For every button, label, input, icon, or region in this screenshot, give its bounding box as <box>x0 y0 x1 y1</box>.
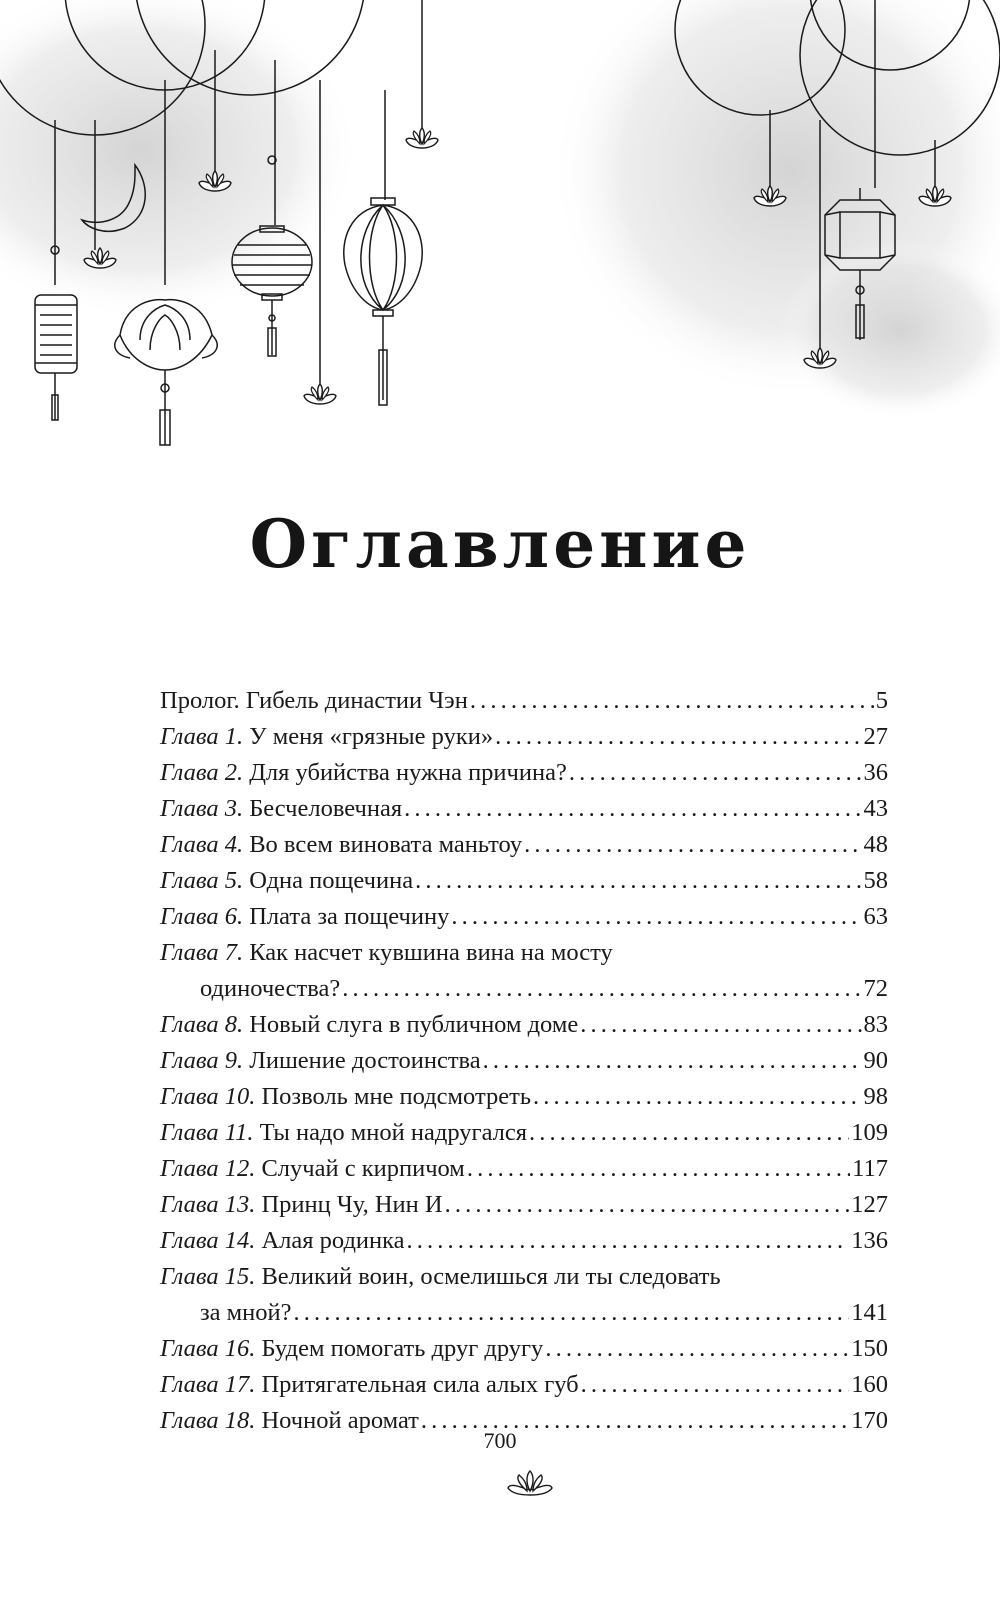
dot-leader <box>545 1331 849 1367</box>
chapter-number: Глава 14. <box>160 1227 256 1254</box>
chapter-title: Новый слуга в публичном доме <box>249 1011 579 1038</box>
toc-page-number: 170 <box>851 1407 888 1434</box>
toc-entry-label <box>160 935 613 971</box>
toc-entry <box>160 1115 888 1151</box>
toc-entry <box>160 1259 888 1295</box>
toc-page-number: 117 <box>852 1155 888 1182</box>
toc-entry <box>160 827 888 863</box>
toc-entry-label <box>160 899 449 935</box>
toc-entry-label <box>160 1331 543 1367</box>
dot-leader <box>580 1007 861 1043</box>
toc-entry-label <box>160 1259 721 1295</box>
toc-entry <box>160 1187 888 1223</box>
chapter-title: Будем помогать друг другу <box>261 1335 544 1362</box>
toc-entry <box>160 1223 888 1259</box>
chapter-title: Притягательная сила алых губ <box>261 1371 579 1398</box>
chapter-number: Глава 11. <box>160 1119 254 1146</box>
toc-entry <box>160 935 888 971</box>
toc-entry-label <box>160 1079 531 1115</box>
dot-leader <box>415 863 861 899</box>
dot-leader <box>445 1187 850 1223</box>
hanging-lanterns-illustration <box>0 0 1000 470</box>
chapter-title: Ты надо мной надругался <box>259 1119 528 1146</box>
toc-page-number: 36 <box>863 759 888 786</box>
dot-leader <box>569 755 862 791</box>
toc-page-number: 109 <box>851 1119 888 1146</box>
toc-entry-label <box>160 1187 443 1223</box>
chapter-title-continuation: одиночества? <box>200 975 341 1002</box>
dot-leader <box>294 1295 850 1331</box>
chapter-number: Глава 7. <box>160 939 244 966</box>
toc-page-number: 27 <box>863 723 888 750</box>
toc-page-number: 127 <box>851 1191 888 1218</box>
chapter-title: Для убийства нужна причина? <box>249 759 567 786</box>
dot-leader <box>529 1115 849 1151</box>
chapter-number: Глава 8. <box>160 1011 244 1038</box>
chapter-title: Великий воин, осмелишься ли ты следовать <box>261 1263 721 1290</box>
toc-page-number: 98 <box>863 1083 888 1110</box>
chapter-number: Глава 9. <box>160 1047 244 1074</box>
dot-leader <box>524 827 861 863</box>
chapter-number: Глава 13. <box>160 1191 256 1218</box>
chapter-title-continuation: за мной? <box>200 1299 292 1326</box>
dot-leader <box>483 1043 862 1079</box>
toc-entry-continuation <box>160 971 888 1007</box>
dot-leader <box>581 1367 850 1403</box>
toc-entry-continuation <box>160 1295 888 1331</box>
toc-entry <box>160 1007 888 1043</box>
table-of-contents <box>160 683 888 1439</box>
chapter-title: Ночной аромат <box>261 1407 419 1434</box>
chapter-number: Глава 16. <box>160 1335 256 1362</box>
chapter-title: Во всем виновата маньтоу <box>249 831 523 858</box>
toc-entry <box>160 1331 888 1367</box>
chapter-number: Глава 6. <box>160 903 244 930</box>
toc-entry-label <box>160 1367 579 1403</box>
chapter-title: Лишение достоинства <box>249 1047 481 1074</box>
dot-leader <box>467 1151 850 1187</box>
chapter-title: Пролог. Гибель династии Чэн <box>160 687 468 714</box>
dot-leader <box>342 971 861 1007</box>
dot-leader <box>495 719 861 755</box>
chapter-number: Глава 2. <box>160 759 244 786</box>
toc-page-number: 136 <box>851 1227 888 1254</box>
chapter-title: Позволь мне подсмотреть <box>261 1083 531 1110</box>
toc-entry-label <box>160 1115 527 1151</box>
chapter-number: Глава 3. <box>160 795 244 822</box>
toc-entry <box>160 863 888 899</box>
toc-entry-label <box>160 719 493 755</box>
toc-page-number: 83 <box>863 1011 888 1038</box>
toc-entry-label <box>160 1007 578 1043</box>
toc-entry-label <box>160 827 522 863</box>
toc-entry-label <box>200 1295 292 1331</box>
toc-entry-label <box>160 791 402 827</box>
chapter-number: Глава 18. <box>160 1407 256 1434</box>
toc-page-number: 63 <box>863 903 888 930</box>
chapter-number: Глава 15. <box>160 1263 256 1290</box>
chapter-title: Случай с кирпичом <box>261 1155 465 1182</box>
chapter-title: Плата за пощечину <box>249 903 450 930</box>
chapter-title: Как насчет кувшина вина на мосту <box>249 939 613 966</box>
toc-page-number: 72 <box>863 975 888 1002</box>
dot-leader <box>533 1079 862 1115</box>
toc-entry <box>160 1043 888 1079</box>
toc-page-number: 160 <box>851 1371 888 1398</box>
chapter-number: Глава 12. <box>160 1155 256 1182</box>
toc-page-number: 58 <box>863 867 888 894</box>
chapter-title: Бесчеловечная <box>249 795 403 822</box>
toc-page-number: 48 <box>863 831 888 858</box>
dot-leader <box>451 899 861 935</box>
chapter-number: Глава 1. <box>160 723 244 750</box>
chapter-title: Одна пощечина <box>249 867 414 894</box>
toc-entry-label <box>160 863 413 899</box>
toc-page-number: 141 <box>851 1299 888 1326</box>
toc-entry <box>160 719 888 755</box>
toc-page-number: 150 <box>851 1335 888 1362</box>
toc-entry <box>160 683 888 719</box>
toc-entry <box>160 791 888 827</box>
dot-leader <box>470 683 874 719</box>
chapter-number: Глава 4. <box>160 831 244 858</box>
lotus-icon <box>505 1468 555 1498</box>
toc-page-number: 5 <box>875 687 888 714</box>
page-title: Оглавление <box>249 505 751 583</box>
toc-entry <box>160 1151 888 1187</box>
toc-page-number: 90 <box>863 1047 888 1074</box>
toc-entry <box>160 1079 888 1115</box>
chapter-title: Алая родинка <box>261 1227 405 1254</box>
toc-entry <box>160 899 888 935</box>
toc-entry-label <box>160 755 567 791</box>
chapter-number: Глава 5. <box>160 867 244 894</box>
chapter-title: Принц Чу, Нин И <box>261 1191 443 1218</box>
toc-entry-label <box>200 971 340 1007</box>
toc-entry <box>160 755 888 791</box>
dot-leader <box>404 791 861 827</box>
dot-leader <box>407 1223 850 1259</box>
toc-entry-label <box>160 1151 465 1187</box>
toc-entry-label <box>160 1223 405 1259</box>
toc-entry <box>160 1367 888 1403</box>
chapter-number: Глава 17. <box>160 1371 256 1398</box>
toc-entry-label <box>160 683 468 719</box>
page-number: 700 <box>483 1428 517 1453</box>
chapter-title: У меня «грязные руки» <box>249 723 494 750</box>
toc-page-number: 43 <box>863 795 888 822</box>
chapter-number: Глава 10. <box>160 1083 256 1110</box>
toc-entry-label <box>160 1043 481 1079</box>
